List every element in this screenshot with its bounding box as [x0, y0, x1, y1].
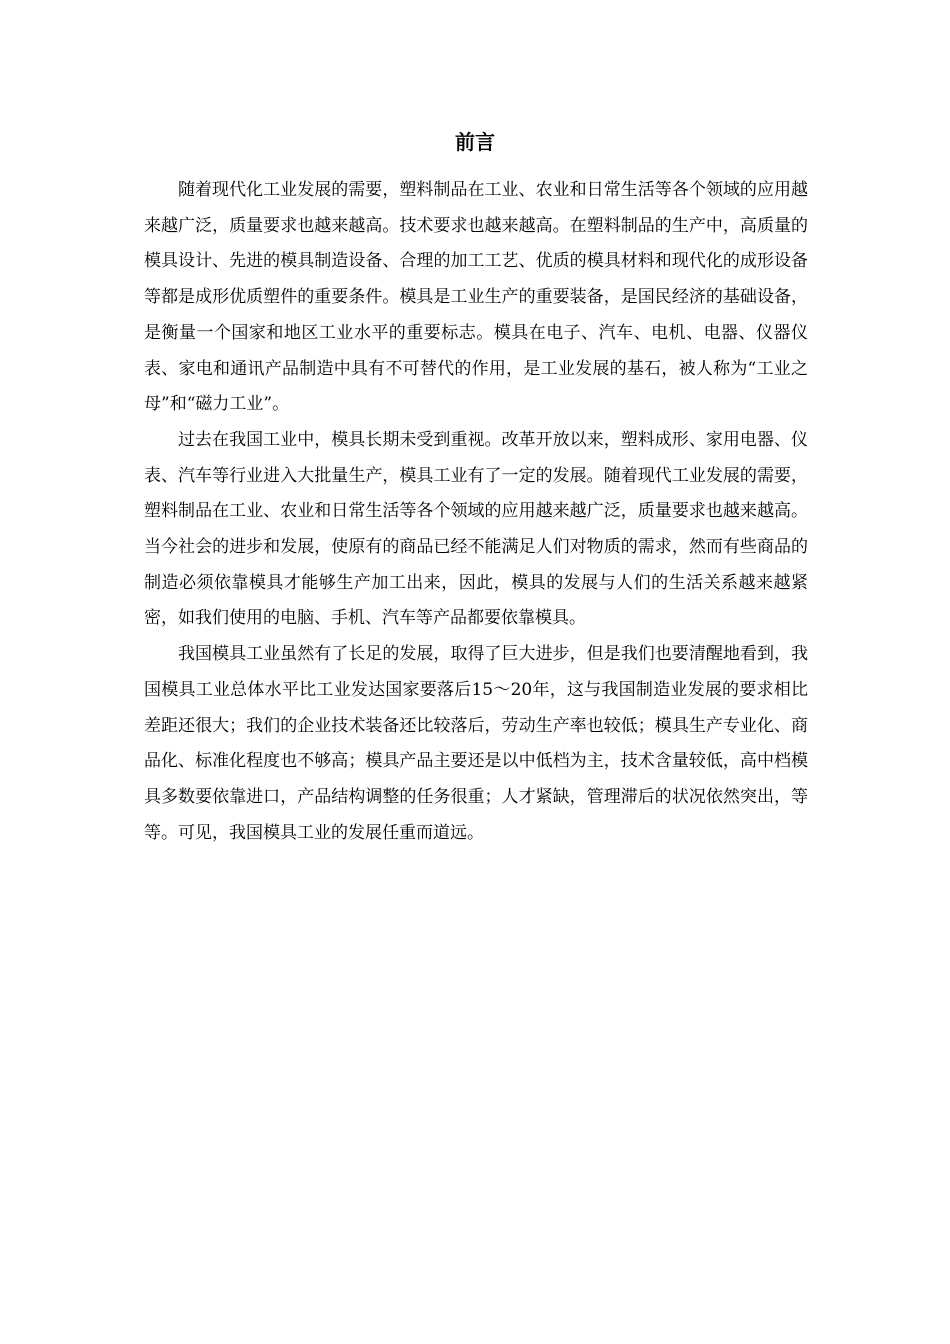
- paragraph-2: 过去在我国工业中，模具长期未受到重视。改革开放以来，塑料成形、家用电器、仪表、汽车等行业进入大批量生产，模具工业有了一定的发展。随着现代工业发展的需要，塑料制品在工业、农业和日常生活等各个领域的应用越来越广泛，质量要求也越来越高。当今社会的进步和发展，使原有的商品已经不能满足人们对物质的需求，然而有些商品的制造必须依靠模具才能够生产加工出来，因此，模具的发展与人们的生活关系越来越紧密，如我们使用的电脑、手机、汽车等产品都要依靠模具。: [144, 429, 808, 629]
- paragraph-1: 随着现代化工业发展的需要，塑料制品在工业、农业和日常生活等各个领域的应用越来越广泛，质量要求也越来越高。技术要求也越来越高。在塑料制品的生产中，高质量的模具设计、先进的模具制造设备、合理的加工工艺、优质的模具材料和现代化的成形设备等都是成形优质塑件的重要条件。模具是工业生产的重要装备，是国民经济的基础设备，是衡量一个国家和地区工业水平的重要标志。模具在电子、汽车、电机、电器、仪器仪表、家电和通讯产品制造中具有不可替代的作用，是工业发展的基石，被人称为“工业之母”和“磁力工业”。: [144, 180, 808, 415]
- page-title: 前言: [455, 130, 495, 154]
- document-body: [144, 173, 808, 851]
- paragraph-3: 我国模具工业虽然有了长足的发展，取得了巨大进步，但是我们也要清醒地看到，我国模具工业总体水平比工业发达国家要落后15～20年，这与我国制造业发展的要求相比差距还很大；我们的企业技术装备还比较落后，劳动生产率也较低；模具生产专业化、商品化、标准化程度也不够高；模具产品主要还是以中低档为主，技术含量较低，高中档模具多数要依靠进口，产品结构调整的任务很重；人才紧缺，管理滞后的状况依然突出，等等。可见，我国模具工业的发展任重而道远。: [144, 644, 808, 843]
